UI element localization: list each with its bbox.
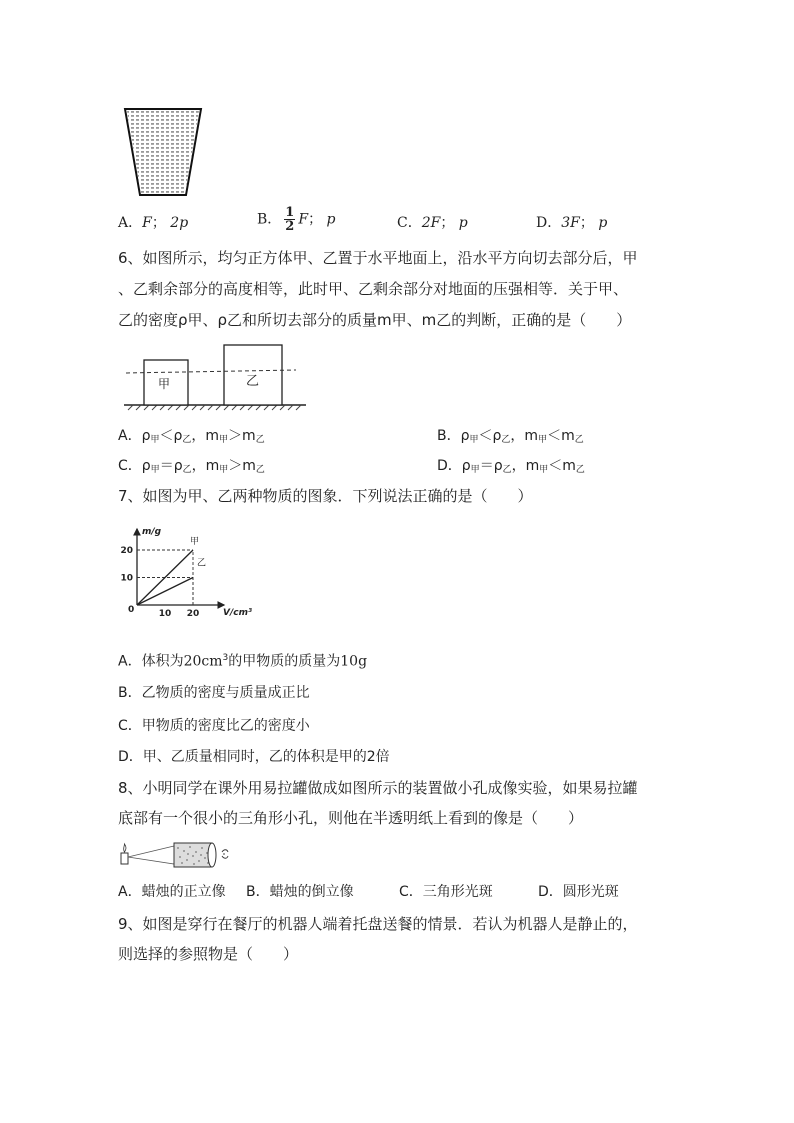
q6-stem-line-2: 、乙剩余部分的高度相等，此时甲、乙剩余部分对地面的压强相等．关于甲、 <box>118 280 629 298</box>
q8-stem-line-2: 底部有一个很小的三角形小孔，则他在半透明纸上看到的像是（ ） <box>118 809 584 827</box>
q8-option-b[interactable]: B．蜡烛的倒立像 <box>246 884 354 900</box>
translucent-paper <box>208 843 216 867</box>
q8-option-d[interactable]: D．圆形光斑 <box>538 884 619 900</box>
x-tick-1: 10 <box>158 609 172 619</box>
can-body <box>174 843 212 867</box>
q5-option-d-label: D． <box>536 215 562 231</box>
cube-jia-label: 甲 <box>158 377 171 391</box>
q5-option-c-force: 2F <box>421 215 441 231</box>
q5-option-c-pressure: p <box>458 215 468 231</box>
q5-option-c[interactable]: C．2F； p <box>397 215 468 231</box>
q5-option-a-label: A． <box>118 215 143 231</box>
q7-option-c[interactable]: C．甲物质的密度比乙的密度小 <box>118 718 310 734</box>
q5-option-b-fraction: $\frac{1}{2}$ <box>285 205 295 234</box>
q6-option-b[interactable]: B．$\rho_甲<\rho_乙$，$m_甲<m_乙$ <box>437 428 584 445</box>
candle-icon <box>121 853 128 864</box>
q6-stem-line-3: 乙的密度ρ甲、ρ乙和所切去部分的质量m甲、m乙的判断，正确的是（ ） <box>118 311 632 329</box>
series-line-2 <box>137 578 193 606</box>
y-tick-2: 20 <box>120 546 133 556</box>
y-tick-1: 10 <box>120 573 133 584</box>
q5-option-a-pressure: 2p <box>170 215 189 231</box>
q8-stem-line-1: 8、小明同学在课外用易拉罐做成如图所示的装置做小孔成像实验，如果易拉罐 <box>118 779 638 797</box>
x-axis-label: V/cm³ <box>223 608 252 618</box>
flame-icon <box>124 844 126 852</box>
q7-option-b[interactable]: B．乙物质的密度与质量成正比 <box>118 685 310 701</box>
cubes-figure <box>120 340 310 412</box>
light-cone <box>128 846 174 864</box>
q5-option-d-pressure: p <box>598 215 608 231</box>
q7-stem: 7、如图为甲、乙两种物质的图象．下列说法正确的是（ ） <box>118 487 533 505</box>
series-label-1: 甲 <box>190 537 200 547</box>
x-tick-2: 20 <box>186 609 200 619</box>
q8-option-a[interactable]: A．蜡烛的正立像 <box>118 884 226 900</box>
q9-stem-line-1: 9、如图是穿行在餐厅的机器人端着托盘送餐的情景．若认为机器人是静止的， <box>118 915 638 933</box>
q5-option-a[interactable]: A．F； 2p <box>118 215 189 231</box>
q5-option-b[interactable]: B． $\frac{1}{2}$ F； p <box>257 205 336 234</box>
q5-option-c-label: C． <box>397 215 422 231</box>
series-label-2: 乙 <box>197 558 207 569</box>
q7-option-a[interactable]: A．体积为$20cm^3$的甲物质的质量为10g <box>118 653 368 670</box>
q8-option-c[interactable]: C．三角形光斑 <box>399 884 493 900</box>
q5-option-d[interactable]: D．3F； p <box>536 215 608 231</box>
cube-yi-label: 乙 <box>246 374 260 389</box>
origin-label: 0 <box>128 605 135 615</box>
q5-option-a-force: F <box>142 215 152 231</box>
q5-option-b-label: B． <box>257 211 282 228</box>
y-axis-label: m/g <box>142 527 162 537</box>
q5-option-d-force: 3F <box>561 215 580 231</box>
container-figure <box>120 106 206 198</box>
q9-stem-line-2: 则选择的参照物是（ ） <box>118 945 299 963</box>
q6-stem-line-1: 6、如图所示，均匀正方体甲、乙置于水平地面上，沿水平方向切去部分后，甲 <box>118 249 638 267</box>
q5-option-b-force: F <box>298 211 309 228</box>
q6-option-c[interactable]: C．$\rho_甲=\rho_乙$，$m_甲>m_乙$ <box>118 458 265 475</box>
q6-option-d[interactable]: D．$\rho_甲=\rho_乙$，$m_甲<m_乙$ <box>437 458 585 475</box>
eye-icon <box>222 850 228 859</box>
mass-volume-chart <box>112 524 252 624</box>
q5-option-b-pressure: p <box>326 211 336 228</box>
pinhole-camera-figure <box>118 840 230 870</box>
q6-option-a[interactable]: A．$\rho_甲<\rho_乙$，$m_甲>m_乙$ <box>118 428 265 445</box>
q7-option-d[interactable]: D．甲、乙质量相同时，乙的体积是甲的2倍 <box>118 749 390 765</box>
